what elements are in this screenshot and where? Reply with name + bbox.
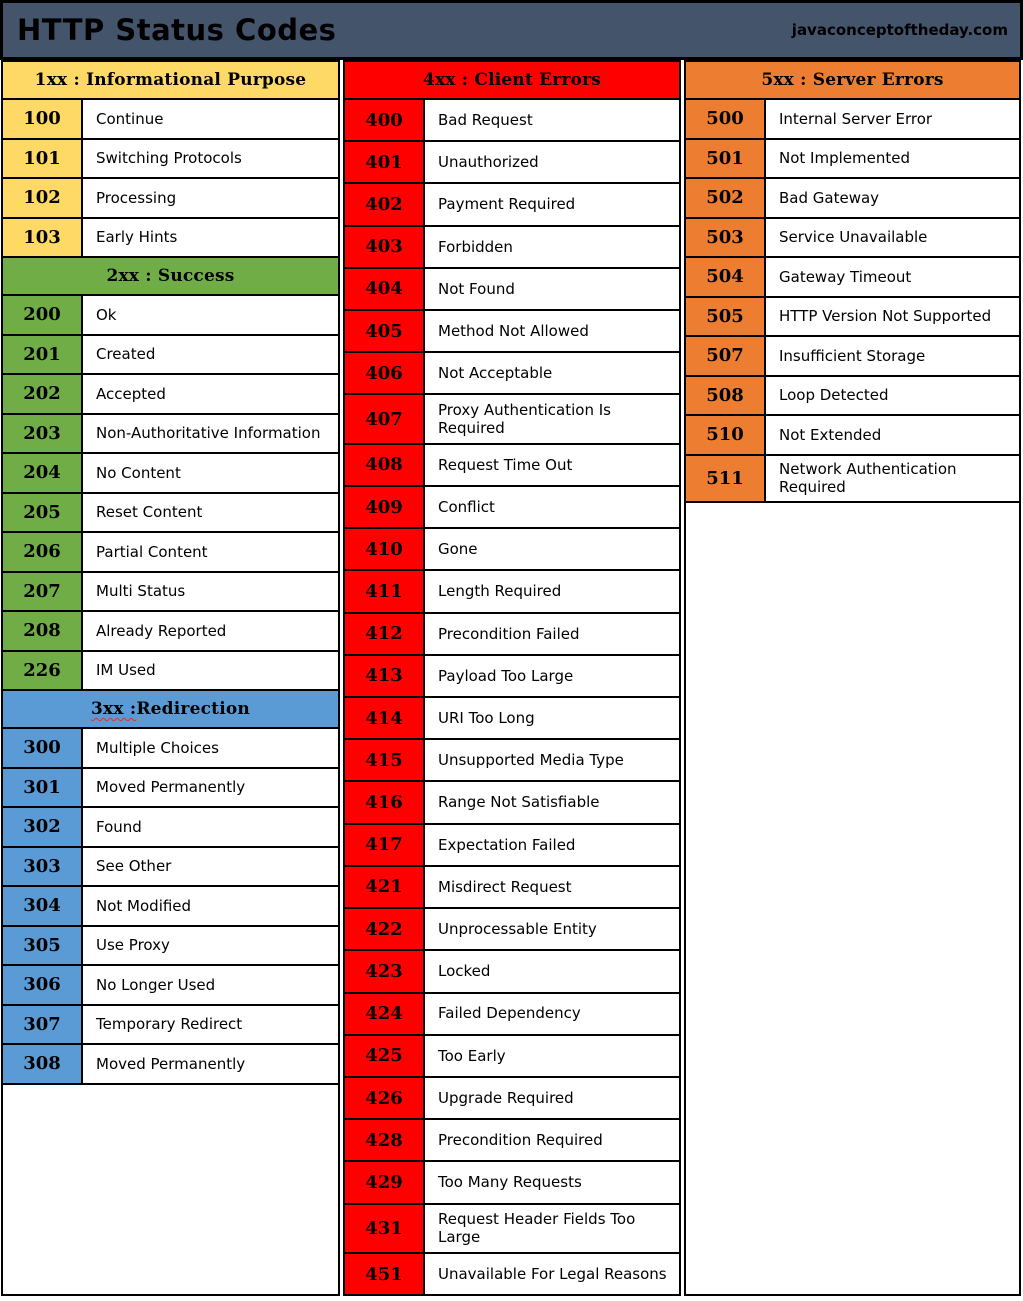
- status-row: [343, 907, 681, 951]
- status-code-cell: 424: [345, 994, 425, 1034]
- status-code-cell: 407: [345, 395, 425, 442]
- status-name-cell: Moved Permanently: [96, 778, 246, 797]
- status-code-cell: 205: [3, 494, 83, 532]
- status-row: [343, 1252, 681, 1296]
- status-code-cell: 300: [3, 729, 83, 767]
- status-code-cell: 451: [345, 1254, 425, 1294]
- status-code-cell: 226: [3, 652, 83, 690]
- status-name-cell: Proxy Authentication Is Required: [438, 400, 611, 438]
- status-code-cell: 202: [3, 375, 83, 413]
- status-code-cell: 508: [686, 377, 766, 415]
- status-name-cell: Not Found: [438, 279, 515, 298]
- status-row: [343, 140, 681, 184]
- status-name-cell: Unprocessable Entity: [438, 920, 597, 939]
- status-row: [684, 256, 1021, 298]
- status-row: [1, 846, 340, 888]
- status-code-cell: 303: [3, 848, 83, 886]
- status-name-cell: Switching Protocols: [96, 149, 242, 168]
- section-header-3xx-label-rest: Redirection: [136, 699, 250, 719]
- status-code-cell: 304: [3, 887, 83, 925]
- status-name-cell: See Other: [96, 857, 172, 876]
- status-code-cell: 201: [3, 336, 83, 374]
- status-row: [1, 650, 340, 692]
- status-code-cell: 200: [3, 296, 83, 334]
- section-header-3xx: [1, 689, 340, 729]
- status-name-cell: Precondition Required: [438, 1131, 603, 1150]
- status-name-cell: Moved Permanently: [96, 1054, 246, 1073]
- status-name-cell: Too Many Requests: [438, 1173, 582, 1192]
- status-row: [1, 452, 340, 494]
- status-code-cell: 426: [345, 1078, 425, 1118]
- column-server-errors: [684, 60, 1021, 1296]
- status-row: [1, 217, 340, 259]
- status-name-cell: Service Unavailable: [779, 228, 928, 247]
- status-row: [343, 865, 681, 909]
- status-name-cell: Insufficient Storage: [779, 346, 926, 365]
- status-row: [343, 949, 681, 993]
- status-code-cell: 507: [686, 337, 766, 375]
- status-code-cell: 428: [345, 1120, 425, 1160]
- status-name-cell: Unavailable For Legal Reasons: [438, 1264, 667, 1283]
- status-code-cell: 206: [3, 533, 83, 571]
- status-name-cell: Request Time Out: [438, 455, 573, 474]
- status-name-cell: Misdirect Request: [438, 877, 572, 896]
- status-name-cell: Ok: [96, 305, 117, 324]
- status-name-cell: Length Required: [438, 582, 562, 601]
- status-name-cell: Early Hints: [96, 228, 178, 247]
- status-row: [1, 767, 340, 809]
- status-row: [684, 414, 1021, 456]
- status-code-cell: 409: [345, 487, 425, 527]
- status-code-cell: 504: [686, 258, 766, 296]
- status-code-cell: 410: [345, 529, 425, 569]
- section-header-5xx-label: 5xx : Server Errors: [761, 70, 944, 90]
- status-row: [343, 1118, 681, 1162]
- status-code-cell: 501: [686, 140, 766, 178]
- status-code-cell: 103: [3, 219, 83, 257]
- page-title: HTTP Status Codes: [17, 13, 337, 47]
- status-code-cell: 102: [3, 179, 83, 217]
- status-name-cell: Multiple Choices: [96, 738, 219, 757]
- status-row: [343, 1034, 681, 1078]
- status-row: [684, 375, 1021, 417]
- status-row: [343, 738, 681, 782]
- status-code-cell: 429: [345, 1162, 425, 1202]
- status-code-cell: 406: [345, 353, 425, 393]
- status-code-cell: 422: [345, 909, 425, 949]
- status-code-cell: 411: [345, 571, 425, 611]
- status-name-cell: IM Used: [96, 661, 156, 680]
- status-row: [343, 1160, 681, 1204]
- status-code-cell: 416: [345, 782, 425, 822]
- status-code-cell: 408: [345, 445, 425, 485]
- site-credit: javaconceptoftheday.com: [791, 21, 1008, 39]
- status-row: [1, 806, 340, 848]
- status-row: [1, 727, 340, 769]
- status-row: [684, 98, 1021, 140]
- status-row: [1, 531, 340, 573]
- section-header-5xx: [684, 60, 1021, 100]
- status-name-cell: Bad Gateway: [779, 188, 880, 207]
- status-code-cell: 402: [345, 184, 425, 224]
- status-name-cell: Internal Server Error: [779, 109, 933, 128]
- status-name-cell: Loop Detected: [779, 386, 889, 405]
- status-row: [343, 780, 681, 824]
- status-name-cell: Found: [96, 817, 142, 836]
- section-header-2xx-label: 2xx : Success: [106, 266, 235, 286]
- status-name-cell: Bad Request: [438, 110, 533, 129]
- status-row: [343, 182, 681, 226]
- status-name-cell: Failed Dependency: [438, 1004, 581, 1023]
- status-row: [343, 98, 681, 142]
- status-code-cell: 403: [345, 227, 425, 267]
- status-row: [1, 571, 340, 613]
- status-row: [343, 1203, 681, 1254]
- status-name-cell: Processing: [96, 188, 177, 207]
- section-header-2xx: [1, 256, 340, 296]
- status-code-cell: 412: [345, 614, 425, 654]
- status-row: [343, 696, 681, 740]
- status-row: [343, 612, 681, 656]
- status-row: [343, 393, 681, 444]
- column-client-errors: [343, 60, 681, 1296]
- status-row: [343, 267, 681, 311]
- status-name-cell: No Content: [96, 463, 181, 482]
- status-code-cell: 400: [345, 100, 425, 140]
- status-name-cell: Method Not Allowed: [438, 321, 589, 340]
- status-code-cell: 401: [345, 142, 425, 182]
- status-code-cell: 505: [686, 298, 766, 336]
- status-row: [343, 654, 681, 698]
- status-row: [343, 1076, 681, 1120]
- status-code-cell: 417: [345, 825, 425, 865]
- status-name-cell: Continue: [96, 109, 164, 128]
- status-row: [1, 1043, 340, 1085]
- column-informational-success-redirection: [1, 60, 340, 1296]
- status-code-cell: 413: [345, 656, 425, 696]
- status-code-cell: 421: [345, 867, 425, 907]
- status-name-cell: Not Implemented: [779, 149, 910, 168]
- status-name-cell: Unsupported Media Type: [438, 751, 624, 770]
- status-name-cell: Gateway Timeout: [779, 267, 912, 286]
- status-row: [1, 177, 340, 219]
- status-code-cell: 305: [3, 927, 83, 965]
- status-name-cell: Precondition Failed: [438, 624, 580, 643]
- status-name-cell: Gone: [438, 540, 478, 559]
- status-name-cell: HTTP Version Not Supported: [779, 307, 992, 326]
- status-row: [684, 177, 1021, 219]
- status-row: [343, 443, 681, 487]
- section-header-4xx: [343, 60, 681, 100]
- status-row: [1, 294, 340, 336]
- status-name-cell: Locked: [438, 962, 491, 981]
- section-header-4xx-label: 4xx : Client Errors: [422, 70, 602, 90]
- status-row: [1, 885, 340, 927]
- status-row: [1, 373, 340, 415]
- status-name-cell: Use Proxy: [96, 936, 170, 955]
- status-name-cell: Temporary Redirect: [96, 1015, 243, 1034]
- status-code-cell: 207: [3, 573, 83, 611]
- empty-area-right-column: [684, 501, 1021, 1296]
- status-row: [343, 309, 681, 353]
- status-code-cell: 415: [345, 740, 425, 780]
- status-name-cell: Unauthorized: [438, 153, 539, 172]
- status-code-cell: 511: [686, 456, 766, 502]
- status-code-cell: 203: [3, 415, 83, 453]
- status-code-cell: 100: [3, 100, 83, 138]
- status-code-cell: 204: [3, 454, 83, 492]
- status-code-cell: 301: [3, 769, 83, 807]
- status-row: [1, 138, 340, 180]
- status-name-cell: URI Too Long: [438, 709, 535, 728]
- status-name-cell: Too Early: [438, 1046, 506, 1065]
- status-row: [343, 569, 681, 613]
- status-code-cell: 502: [686, 179, 766, 217]
- status-name-cell: Not Extended: [779, 425, 882, 444]
- status-name-cell: Non-Authoritative Information: [96, 424, 321, 443]
- status-row: [684, 454, 1021, 504]
- status-row: [1, 964, 340, 1006]
- status-name-cell: Range Not Satisfiable: [438, 793, 600, 812]
- status-name-cell: Payment Required: [438, 195, 576, 214]
- status-row: [343, 823, 681, 867]
- status-name-cell: Created: [96, 345, 156, 364]
- status-name-cell: Already Reported: [96, 621, 227, 640]
- status-name-cell: Accepted: [96, 384, 166, 403]
- status-name-cell: Upgrade Required: [438, 1088, 574, 1107]
- status-row: [1, 334, 340, 376]
- section-header-1xx: [1, 60, 340, 100]
- status-code-cell: 405: [345, 311, 425, 351]
- status-code-cell: 302: [3, 808, 83, 846]
- section-header-1xx-label: 1xx : Informational Purpose: [34, 70, 307, 90]
- status-code-cell: 404: [345, 269, 425, 309]
- status-name-cell: Payload Too Large: [438, 666, 574, 685]
- status-row: [343, 485, 681, 529]
- status-row: [343, 351, 681, 395]
- status-row: [684, 335, 1021, 377]
- status-name-cell: Network Authentication Required: [779, 459, 957, 497]
- status-row: [684, 138, 1021, 180]
- status-row: [684, 296, 1021, 338]
- status-code-cell: 431: [345, 1205, 425, 1252]
- empty-area-left-column: [1, 1083, 340, 1297]
- status-row: [1, 925, 340, 967]
- status-name-cell: Reset Content: [96, 503, 203, 522]
- status-row: [343, 225, 681, 269]
- status-name-cell: Not Modified: [96, 896, 192, 915]
- status-name-cell: Forbidden: [438, 237, 513, 256]
- status-code-cell: 414: [345, 698, 425, 738]
- status-name-cell: Partial Content: [96, 542, 208, 561]
- status-name-cell: Not Acceptable: [438, 364, 553, 383]
- status-name-cell: No Longer Used: [96, 975, 216, 994]
- status-code-cell: 500: [686, 100, 766, 138]
- status-row: [1, 492, 340, 534]
- status-row: [1, 1004, 340, 1046]
- header-bar: [0, 0, 1023, 60]
- status-row: [684, 217, 1021, 259]
- section-header-3xx-label-prefix: 3xx :: [91, 699, 137, 719]
- status-name-cell: Multi Status: [96, 582, 186, 601]
- status-code-cell: 503: [686, 219, 766, 257]
- status-code-cell: 510: [686, 416, 766, 454]
- status-row: [343, 527, 681, 571]
- status-code-cell: 425: [345, 1036, 425, 1076]
- status-name-cell: Expectation Failed: [438, 835, 576, 854]
- status-code-cell: 307: [3, 1006, 83, 1044]
- status-name-cell: Conflict: [438, 498, 495, 517]
- status-code-cell: 423: [345, 951, 425, 991]
- status-row: [343, 992, 681, 1036]
- status-code-cell: 208: [3, 612, 83, 650]
- status-code-cell: 101: [3, 140, 83, 178]
- status-row: [1, 413, 340, 455]
- status-code-cell: 308: [3, 1045, 83, 1083]
- status-row: [1, 98, 340, 140]
- status-row: [1, 610, 340, 652]
- status-code-cell: 306: [3, 966, 83, 1004]
- status-name-cell: Request Header Fields Too Large: [438, 1209, 636, 1247]
